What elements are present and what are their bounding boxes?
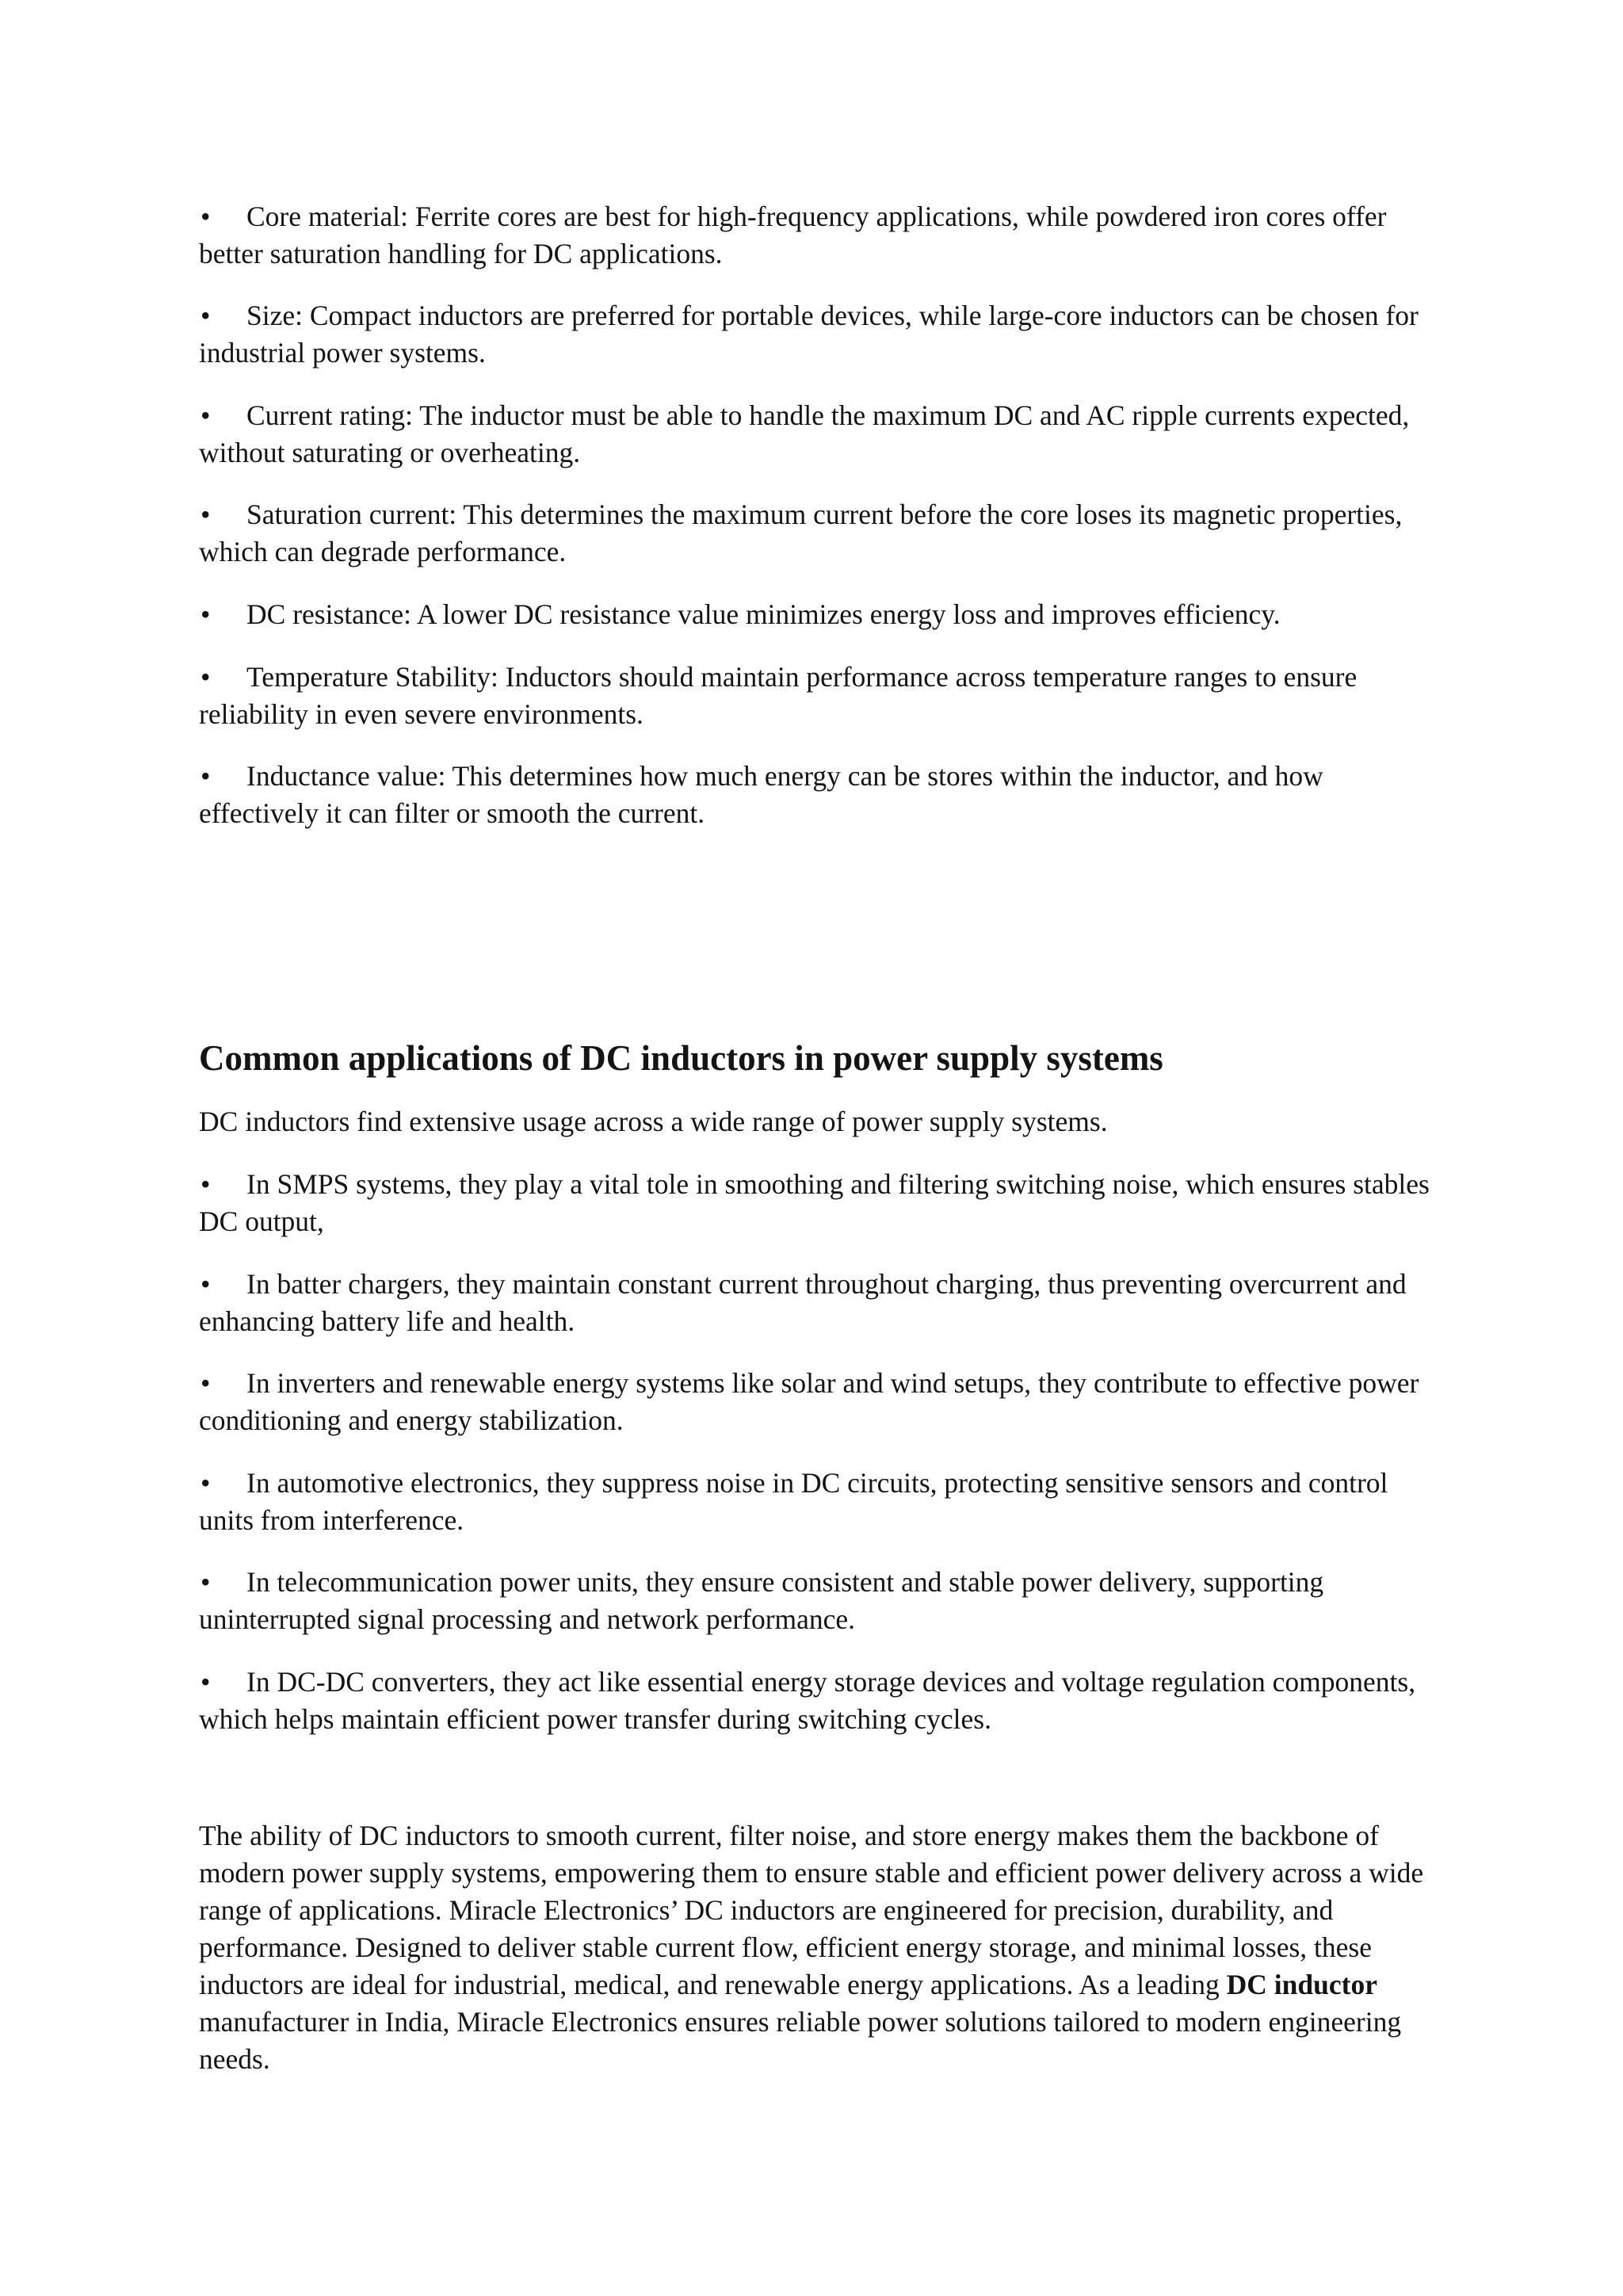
list-item-text: In DC-DC converters, they act like essential energy storage devices and voltage regulation components, which helps maintain efficient power transfer during switching cycles.: [199, 1666, 1416, 1735]
bullet-icon: •: [200, 1367, 211, 1399]
list-item-text: Current rating: The inductor must be able to handle the maximum DC and AC ripple currents expected, without saturating or overheating.: [199, 399, 1410, 468]
list-item-inverters: [199, 1365, 1443, 1439]
closing-paragraph: [199, 1817, 1443, 2078]
closing-keyword: DC inductor: [1226, 1969, 1377, 2000]
list-item-dc-dc-converters: [199, 1664, 1443, 1738]
bullet-icon: •: [200, 1566, 211, 1598]
bullet-icon: •: [200, 1467, 211, 1499]
section-intro: DC inductors find extensive usage across a wide range of power supply systems.: [199, 1106, 1108, 1137]
list-item-text: Size: Compact inductors are preferred for portable devices, while large-core inductors can be chosen for industrial power systems.: [199, 300, 1419, 369]
list-item-text: Saturation current: This determines the maximum current before the core loses its magnetic properties, which can degrade performance.: [199, 499, 1403, 567]
section-heading: Common applications of DC inductors in power supply systems: [199, 1038, 1163, 1078]
list-item-text: In automotive electronics, they suppress noise in DC circuits, protecting sensitive sensors and control units from interference.: [199, 1467, 1388, 1536]
closing-text-start: The ability of DC inductors to smooth current, filter noise, and store energy makes them the backbone of modern power supply systems, empowering them to ensure stable and efficient power delivery across a wide range of applications. Miracle Electronics’ DC inductors are engineered for precision, durability, and performance. Designed to deliver stable current flow, efficient energy storage, and minimal losses, these inductors are ideal for industrial, medical, and renewable energy applications. As a leading: [199, 1820, 1424, 2000]
list-item-telecommunication: [199, 1564, 1443, 1638]
bullet-icon: •: [200, 499, 211, 530]
list-item-smps: [199, 1166, 1443, 1240]
list-item-text: Core material: Ferrite cores are best for high-frequency applications, while powdered iron cores offer better saturation handling for DC applications.: [199, 201, 1387, 269]
list-item-automotive: [199, 1465, 1443, 1539]
closing-text-end: manufacturer in India, Miracle Electronics ensures reliable power solutions tailored to modern engineering needs.: [199, 2006, 1402, 2075]
list-item-text: In telecommunication power units, they ensure consistent and stable power delivery, supporting uninterrupted signal processing and network performance.: [199, 1566, 1324, 1635]
bullet-icon: •: [200, 399, 211, 431]
list-item-battery-chargers: [199, 1266, 1443, 1340]
list-item-text: In batter chargers, they maintain constant current throughout charging, thus preventing overcurrent and enhancing battery life and health.: [199, 1268, 1407, 1337]
bullet-icon: •: [200, 1666, 211, 1698]
bullet-icon: •: [200, 1168, 211, 1200]
bullet-icon: •: [200, 300, 211, 331]
list-item-text: Temperature Stability: Inductors should maintain performance across temperature ranges to ensure reliability in even severe environments.: [199, 661, 1358, 730]
list-item-text: Inductance value: This determines how much energy can be stores within the inductor, and how effectively it can filter or smooth the current.: [199, 760, 1323, 829]
list-item-current-rating: [199, 397, 1443, 472]
list-item-text: In SMPS systems, they play a vital tole in smoothing and filtering switching noise, which ensures stables DC output,: [199, 1168, 1430, 1237]
list-item-dc-resistance: [199, 596, 1443, 633]
list-item-text: In inverters and renewable energy systems like solar and wind setups, they contribute to effective power conditioning and energy stabilization.: [199, 1367, 1419, 1436]
bullet-icon: •: [200, 201, 211, 232]
bullet-icon: •: [200, 760, 211, 792]
list-item-temperature-stability: [199, 659, 1443, 733]
bullet-icon: •: [200, 1268, 211, 1300]
bullet-icon: •: [200, 598, 211, 630]
list-item-inductance-value: [199, 758, 1443, 832]
list-item-saturation-current: [199, 496, 1443, 571]
list-item-text: DC resistance: A lower DC resistance value minimizes energy loss and improves efficiency.: [246, 598, 1281, 630]
list-item-size: [199, 297, 1443, 372]
list-item-core-material: [199, 198, 1443, 273]
bullet-icon: •: [200, 661, 211, 693]
